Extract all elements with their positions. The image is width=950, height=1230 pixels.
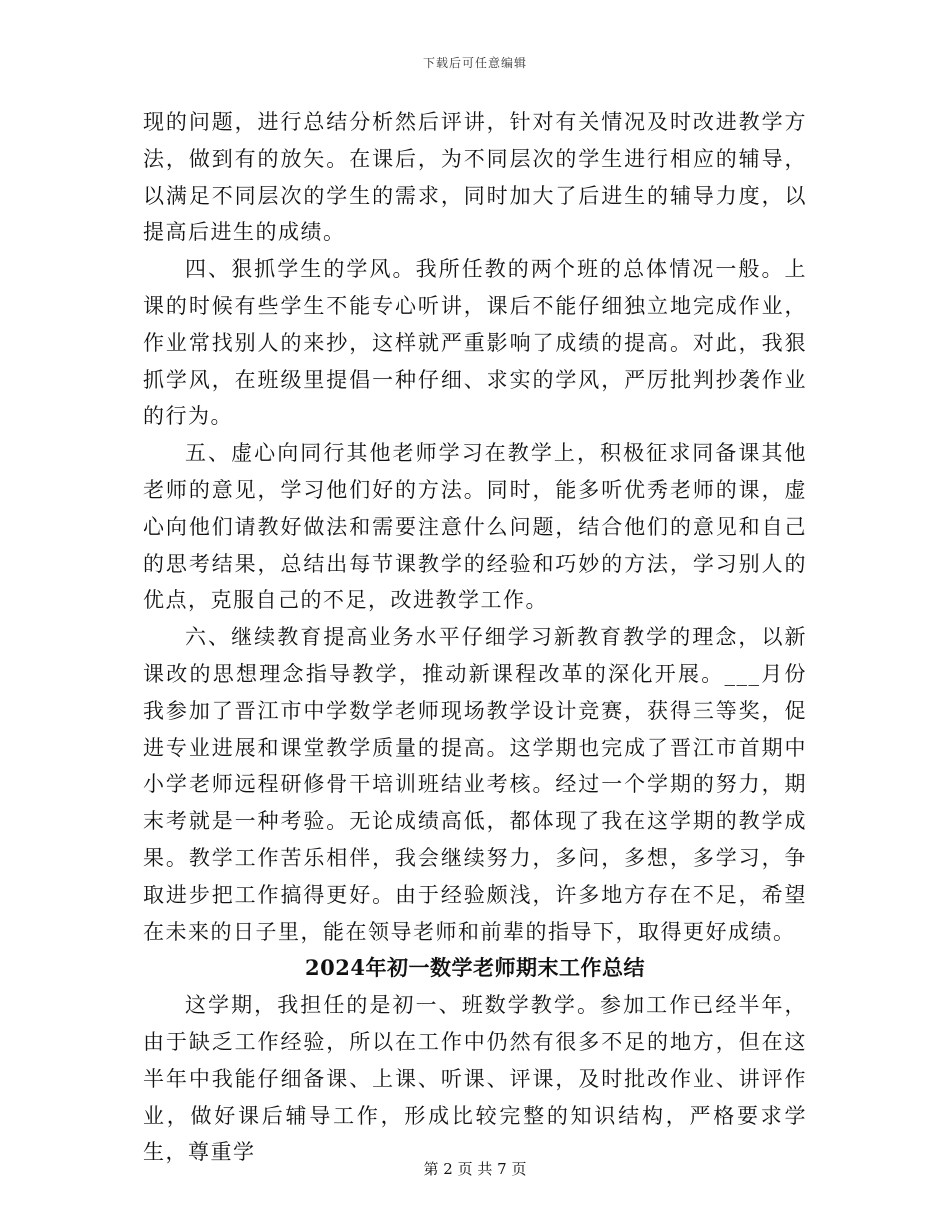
page-number: 第 2 页 共 7 页 — [423, 1160, 527, 1178]
paragraph-continuing-education: 六、继续教育提高业务水平仔细学习新教育教学的理念，以新课改的思想理念指导教学，推动新课程改革的深化开展。___月份我参加了晋江市中学数学老师现场教学设计竞赛，获得三等奖，促进专业进展和课堂教学质量的提高。这学期也完成了晋江市首期中小学老师远程研修骨干培训班结业考核。经过一个学期的努力，期末考就是一种考验。无论成绩高低，都体现了我在这学期的教学成果。教学工作苦乐相伴，我会继续努力，多问，多想，多学习，争取进步把工作搞得更好。由于经验颇浅，许多地方存在不足，希望在未来的日子里，能在领导老师和前辈的指导下，取得更好成绩。 — [143, 625, 807, 944]
document-body — [143, 104, 807, 1171]
paragraph-study-style: 四、狠抓学生的学风。我所任教的两个班的总体情况一般。上课的时候有些学生不能专心听讲，课后不能仔细独立地完成作业，作业常找别人的来抄，这样就严重影响了成绩的提高。对此，我狠抓学风，在班级里提倡一种仔细、求实的学风，严厉批判抄袭作业的行为。 — [143, 257, 807, 429]
paragraph-learn-from-peers: 五、虚心向同行其他老师学习在教学上，积极征求同备课其他老师的意见，学习他们好的方法。同时，能多听优秀老师的课，虚心向他们请教好做法和需要注意什么问题，结合他们的意见和自己的思考结果，总结出每节课教学的经验和巧妙的方法，学习别人的优点，克服自己的不足，改进教学工作。 — [143, 441, 807, 613]
paragraph-summary-intro: 这学期，我担任的是初一、班数学教学。参加工作已经半年，由于缺乏工作经验，所以在工作中仍然有很多不足的地方，但在这半年中我能仔细备课、上课、听课、评课，及时批改作业、讲评作业，做好课后辅导工作，形成比较完整的知识结构，严格要求学生，尊重学 — [143, 993, 807, 1165]
page-header: 下载后可任意编辑 — [422, 56, 527, 70]
paragraph-continuation: 现的问题，进行总结分析然后评讲，针对有关情况及时改进教学方法，做到有的放矢。在课后，为不同层次的学生进行相应的辅导，以满足不同层次的学生的需求，同时加大了后进生的辅导力度，以提高后进生的成绩。 — [143, 110, 807, 245]
section-title: 2024年初一数学老师期末工作总结 — [305, 955, 645, 981]
